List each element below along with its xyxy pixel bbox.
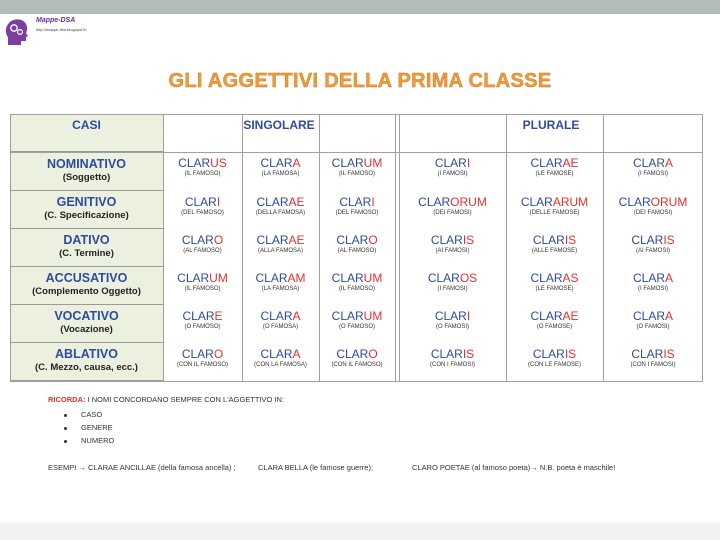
bottom-bar (0, 523, 720, 540)
form-gloss: (AL FAMOSO) (337, 248, 377, 254)
table-column-line (319, 114, 320, 381)
form-stem: CLAR (260, 156, 293, 170)
form-word (399, 271, 506, 285)
form-word (163, 271, 242, 285)
form-ending: UM (363, 271, 383, 285)
form-ending: A (292, 156, 301, 170)
form-gloss: (DEL FAMOSO) (335, 210, 379, 216)
form-ending: UM (363, 309, 383, 323)
form-word (506, 233, 603, 247)
form-cell (242, 267, 319, 305)
form-gloss: (CON LA FAMOSA) (254, 362, 307, 368)
form-cell (319, 191, 395, 229)
form-stem: CLAR (182, 309, 215, 323)
form-word (163, 195, 242, 209)
form-word (319, 156, 395, 170)
form-ending: AE (288, 233, 305, 247)
form-ending: IS (663, 233, 675, 247)
form-gloss: (CON I FAMOSI) (430, 362, 475, 368)
case-function: (Soggetto) (62, 172, 111, 183)
form-word (242, 195, 319, 209)
form-cell (506, 191, 603, 229)
case-name: ABLATIVO (55, 347, 118, 361)
form-word (242, 233, 319, 247)
form-ending: OS (459, 271, 478, 285)
form-gloss: (AL FAMOSO) (183, 248, 222, 254)
form-cell (319, 152, 395, 191)
form-gloss: (O FAMOSO) (339, 324, 375, 330)
form-word (319, 195, 395, 209)
form-word (242, 271, 319, 285)
case-function: (C. Specificazione) (44, 210, 129, 221)
form-stem: CLAR (255, 271, 288, 285)
note-item-text: NUMERO (81, 436, 115, 445)
form-stem: CLAR (631, 347, 664, 361)
form-gloss: (I FAMOSI) (437, 171, 468, 177)
form-cell (506, 229, 603, 267)
example-3: CLARO POETAE (al famoso poeta)→ N.B. poeta è maschile! (412, 463, 616, 472)
form-gloss: (I FAMOSI) (638, 286, 668, 292)
table-column-line (506, 114, 507, 381)
form-cell (163, 229, 242, 267)
form-cell (603, 267, 703, 305)
table-row-line (10, 381, 703, 382)
form-ending: AE (562, 156, 579, 170)
form-ending: IS (564, 347, 577, 361)
table-row-line (10, 114, 703, 115)
form-word (163, 233, 242, 247)
form-cell (319, 305, 395, 343)
table-column-line (242, 114, 243, 381)
form-stem: CLAR (530, 271, 563, 285)
form-ending: I (466, 156, 471, 170)
form-stem: CLAR (632, 309, 665, 323)
form-cell (399, 191, 506, 229)
form-cell (242, 343, 319, 381)
form-ending: A (292, 347, 301, 361)
form-word (242, 309, 319, 323)
form-word (163, 156, 242, 170)
form-cell (319, 229, 395, 267)
form-stem: CLAR (632, 156, 665, 170)
form-cell (242, 229, 319, 267)
form-gloss: (CON IL FAMOSO) (331, 362, 383, 368)
form-stem: CLAR (430, 233, 463, 247)
form-stem: CLAR (430, 347, 463, 361)
note-item (64, 423, 113, 432)
form-stem: CLAR (434, 309, 467, 323)
table-column-line (603, 114, 604, 381)
page-title: GLI AGGETTIVI DELLA PRIMA CLASSE (168, 70, 552, 92)
form-stem: CLAR (178, 156, 211, 170)
bullet-icon (64, 440, 67, 443)
form-word (399, 195, 506, 209)
form-gloss: (CON I FAMOSI) (630, 362, 676, 368)
form-ending: O (368, 233, 378, 247)
form-gloss: (ALLE FAMOSE) (531, 248, 578, 254)
form-gloss: (DEI FAMOSI) (633, 210, 673, 216)
table-column-line (399, 114, 400, 381)
form-gloss: (O FAMOSI) (636, 324, 670, 330)
form-word (603, 271, 703, 285)
form-stem: CLAR (618, 195, 651, 209)
form-ending: IS (462, 347, 475, 361)
form-cell (603, 152, 703, 191)
form-ending: US (210, 156, 227, 170)
head-gears-icon (4, 17, 30, 47)
form-cell (399, 343, 506, 381)
note-item (64, 436, 114, 445)
header-singolare: SINGOLARE (243, 118, 315, 132)
form-gloss: (O FAMOSA) (262, 324, 299, 330)
form-ending: I (216, 195, 221, 209)
form-stem: CLAR (434, 156, 467, 170)
case-cell (10, 191, 163, 229)
form-stem: CLAR (181, 347, 214, 361)
form-ending: A (665, 156, 674, 170)
form-cell (163, 267, 242, 305)
form-word (399, 309, 506, 323)
case-name: VOCATIVO (54, 309, 119, 323)
form-word (319, 347, 395, 361)
form-stem: CLAR (631, 233, 664, 247)
form-stem: CLAR (532, 233, 565, 247)
form-word (319, 271, 395, 285)
form-cell (163, 152, 242, 191)
form-cell (399, 152, 506, 191)
logo-name: Mappe-DSA (36, 17, 76, 24)
form-stem: CLAR (632, 271, 665, 285)
form-gloss: (LE FAMOSE) (535, 171, 574, 177)
table-column-line (10, 114, 11, 381)
form-gloss: (AI FAMOSI) (635, 248, 670, 254)
form-gloss: (O FAMOSI) (436, 324, 469, 330)
form-gloss: (LA FAMOSA) (261, 286, 300, 292)
table-column-line (163, 114, 164, 381)
note-item-text: GENERE (81, 423, 113, 432)
form-gloss: (IL FAMOSO) (184, 171, 221, 177)
case-function: (Complemento Oggetto) (32, 286, 141, 297)
form-stem: CLAR (530, 309, 563, 323)
form-cell (506, 343, 603, 381)
form-stem: CLAR (532, 347, 565, 361)
form-gloss: (IL FAMOSO) (184, 286, 221, 292)
form-gloss: (DELLA FAMOSA) (255, 210, 306, 216)
form-ending: O (213, 347, 224, 361)
form-gloss: (LA FAMOSA) (261, 171, 300, 177)
notes-text: I NOMI CONCORDANO SEMPRE CON L'AGGETTIVO IN: (87, 395, 285, 404)
form-stem: CLAR (427, 271, 460, 285)
header-plurale: PLURALE (522, 118, 580, 132)
form-stem: CLAR (260, 347, 293, 361)
form-stem: CLAR (256, 233, 289, 247)
form-cell (399, 267, 506, 305)
note-item-text: CASO (81, 410, 103, 419)
form-word (603, 156, 703, 170)
declension-table (10, 114, 703, 381)
form-cell (603, 191, 703, 229)
form-cell (506, 305, 603, 343)
form-ending: A (292, 309, 301, 323)
form-cell (163, 343, 242, 381)
case-name: GENITIVO (56, 195, 117, 209)
form-word (603, 233, 703, 247)
form-ending: AS (562, 271, 579, 285)
form-cell (399, 229, 506, 267)
form-word (506, 309, 603, 323)
case-name: ACCUSATIVO (45, 271, 128, 285)
form-gloss: (ALLA FAMOSA) (257, 248, 303, 254)
form-word (506, 347, 603, 361)
form-word (506, 195, 603, 209)
form-word (603, 347, 703, 361)
bullet-icon (64, 414, 67, 417)
form-word (399, 233, 506, 247)
form-word (399, 347, 506, 361)
form-ending: ORUM (450, 195, 487, 209)
form-word (506, 271, 603, 285)
form-gloss: (CON LE FAMOSE) (527, 362, 581, 368)
logo-url: http://mappe-dsa.blogspot.it/ (36, 27, 87, 32)
form-stem: CLAR (331, 309, 364, 323)
form-cell (506, 152, 603, 191)
header-casi-cell (10, 114, 163, 152)
form-cell (603, 343, 703, 381)
form-ending: O (368, 347, 378, 361)
form-gloss: (DELLE FAMOSE) (529, 210, 580, 216)
form-word (163, 309, 242, 323)
form-gloss: (AI FAMOSI) (435, 248, 470, 254)
form-word (399, 156, 506, 170)
bullet-icon (64, 427, 67, 430)
form-stem: CLAR (331, 156, 364, 170)
note-item (64, 410, 102, 419)
header-casi: CASI (72, 118, 101, 132)
form-word (242, 347, 319, 361)
form-gloss: (IL FAMOSO) (338, 171, 376, 177)
case-function: (C. Mezzo, causa, ecc.) (35, 362, 138, 373)
form-ending: E (214, 309, 223, 323)
form-ending: A (665, 309, 674, 323)
form-gloss: (O FAMOSE) (536, 324, 573, 330)
form-ending: I (371, 195, 375, 209)
form-word (603, 195, 703, 209)
table-row-line (10, 152, 703, 153)
form-ending: I (466, 309, 471, 323)
form-stem: CLAR (177, 271, 210, 285)
form-word (163, 347, 242, 361)
form-word (603, 309, 703, 323)
form-ending: O (213, 233, 224, 247)
form-cell (319, 267, 395, 305)
form-stem: CLAR (336, 233, 369, 247)
form-word (506, 156, 603, 170)
form-cell (242, 152, 319, 191)
table-column-line (702, 114, 703, 381)
form-word (319, 233, 395, 247)
form-gloss: (I FAMOSI) (638, 171, 668, 177)
case-cell (10, 267, 163, 305)
form-word (319, 309, 395, 323)
case-cell (10, 152, 163, 191)
header-singolare-cell (163, 114, 395, 152)
form-ending: UM (363, 156, 383, 170)
form-word (242, 156, 319, 170)
form-ending: A (665, 271, 674, 285)
case-name: NOMINATIVO (47, 157, 126, 171)
form-gloss: (DEI FAMOSI) (433, 210, 472, 216)
form-ending: AM (287, 271, 306, 285)
form-gloss: (O FAMOSO) (184, 324, 221, 330)
form-stem: CLAR (181, 233, 214, 247)
form-cell (603, 229, 703, 267)
example-1: ESEMPI → CLARAE ANCILLAE (della famosa ancella) ; (48, 463, 236, 472)
form-stem: CLAR (418, 195, 451, 209)
form-ending: IS (462, 233, 475, 247)
form-gloss: (LE FAMOSE) (535, 286, 574, 292)
form-stem: CLAR (336, 347, 369, 361)
form-gloss: (IL FAMOSO) (338, 286, 376, 292)
header-plurale-cell (399, 114, 703, 152)
case-cell (10, 305, 163, 343)
form-cell (603, 305, 703, 343)
form-cell (242, 305, 319, 343)
form-cell (319, 343, 395, 381)
form-ending: UM (209, 271, 228, 285)
form-ending: ARUM (552, 195, 589, 209)
case-cell (10, 229, 163, 267)
notes (48, 395, 284, 404)
form-cell (163, 191, 242, 229)
form-ending: AE (288, 195, 305, 209)
form-cell (506, 267, 603, 305)
top-bar (0, 0, 720, 14)
form-gloss: (DEL FAMOSO) (181, 210, 224, 216)
form-stem: CLAR (530, 156, 563, 170)
form-cell (242, 191, 319, 229)
case-cell (10, 343, 163, 381)
form-stem: CLAR (520, 195, 553, 209)
table-column-line (395, 114, 396, 381)
form-stem: CLAR (184, 195, 217, 209)
form-stem: CLAR (260, 309, 293, 323)
form-cell (163, 305, 242, 343)
form-stem: CLAR (339, 195, 372, 209)
form-stem: CLAR (331, 271, 364, 285)
form-ending: IS (663, 347, 675, 361)
logo (2, 15, 92, 49)
case-name: DATIVO (63, 233, 110, 247)
form-ending: ORUM (650, 195, 688, 209)
form-ending: IS (564, 233, 577, 247)
notes-label: RICORDA: (48, 395, 86, 404)
form-ending: AE (562, 309, 579, 323)
example-2: CLARA BELLA (le famose guerre); (258, 463, 374, 472)
form-stem: CLAR (256, 195, 289, 209)
form-gloss: (I FAMOSI) (437, 286, 468, 292)
case-function: (C. Termine) (59, 248, 114, 259)
case-function: (Vocazione) (60, 324, 113, 335)
form-gloss: (CON IL FAMOSO) (176, 362, 229, 368)
form-cell (399, 305, 506, 343)
